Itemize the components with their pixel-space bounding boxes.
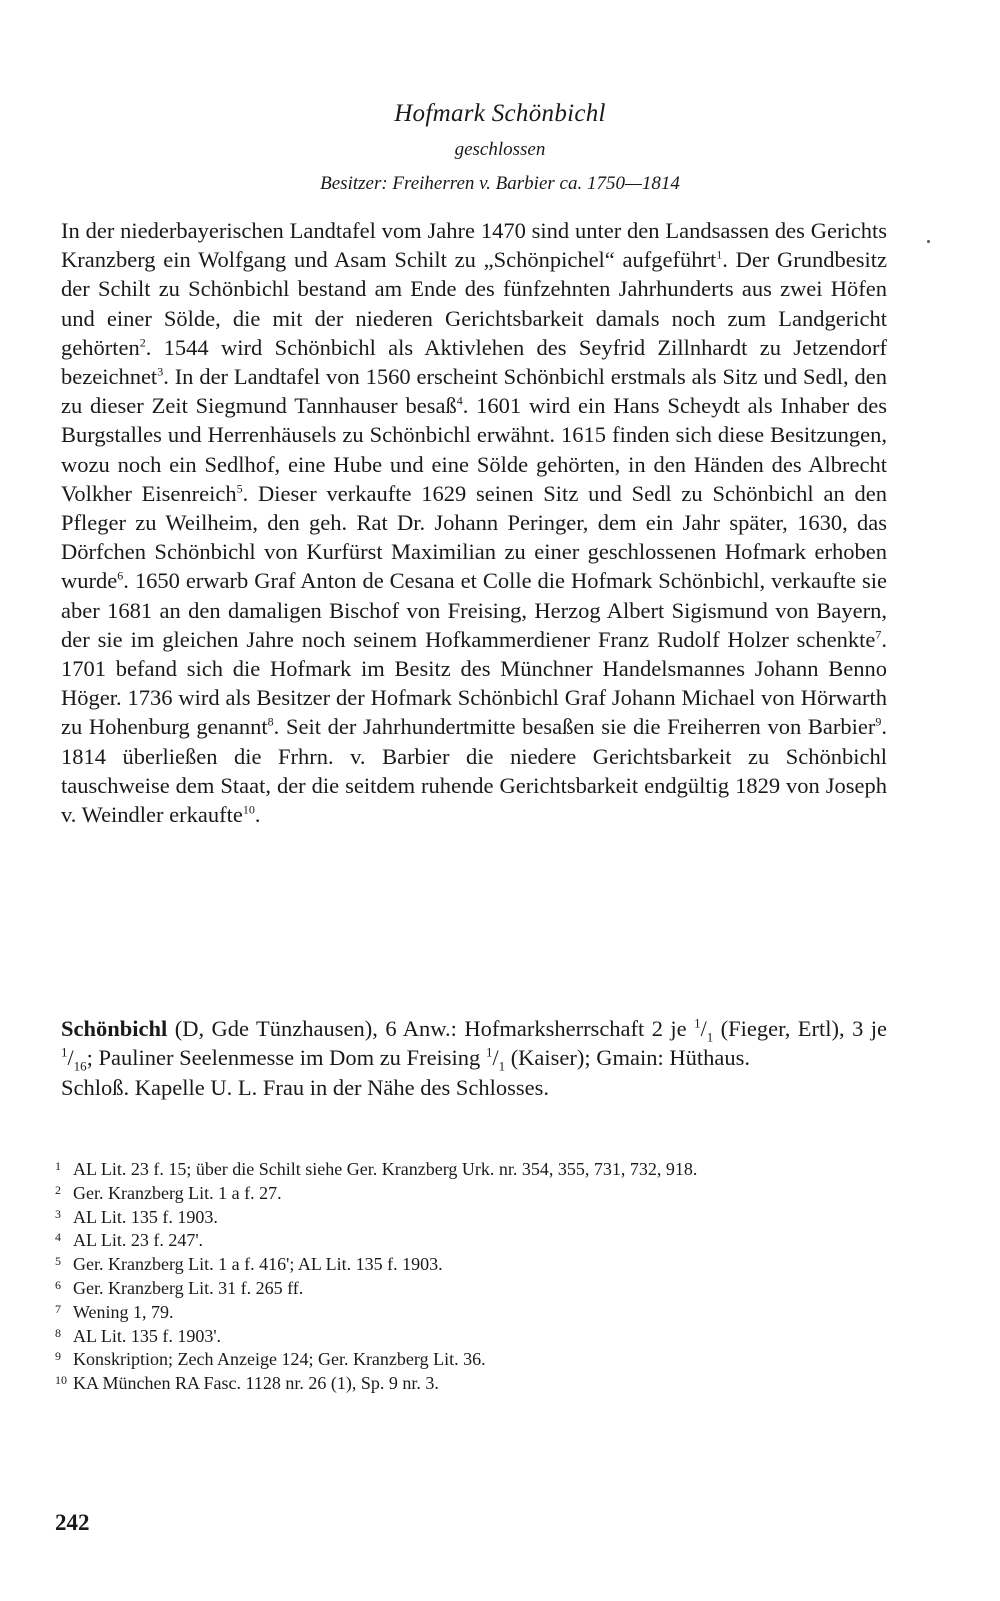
fraction-denominator: 16 [73,1058,87,1074]
footnote-number: 4 [55,1230,61,1245]
footnote-text: KA München RA Fasc. 1128 nr. 26 (1), Sp. 9 nr. 3. [73,1373,439,1394]
footnote [55,1229,895,1253]
footnote [55,1253,895,1277]
footnote-number: 9 [55,1349,61,1364]
text-run: In der niederbayerischen Landtafel vom Jahre 1470 sind unter den Landsassen des Gerichts Kranzberg ein Wolfgang und Asam Schilt zu „Schönpichel“ aufgeführt [61,218,887,273]
footnote [55,1372,895,1396]
footnote-ref: 5 [236,481,243,496]
place-entry [61,1014,887,1102]
footnote [55,1277,895,1301]
footnote-number: 2 [55,1182,61,1197]
text-run: . [254,802,261,828]
footnote-ref: 7 [875,627,882,642]
fraction-numerator: 1 [61,1045,68,1061]
footnotes [55,1158,895,1396]
entry-name: Schönbichl [61,1016,168,1041]
footnote-number: 5 [55,1254,61,1269]
text-run: (D, Gde Tünzhausen), 6 Anw.: Hofmarksherrschaft 2 je [167,1016,695,1041]
fraction-numerator: 1 [694,1015,701,1031]
footnote-number: 10 [55,1373,67,1388]
fraction-numerator: 1 [485,1045,493,1061]
page-title: Hofmark Schönbichl [394,100,606,127]
footnote-ref: 6 [117,568,124,583]
fraction-denominator: 1 [706,1029,714,1045]
fraction-denominator: 1 [498,1058,506,1074]
page-subtitle: geschlossen [454,139,546,160]
footnote-ref: 3 [157,364,164,379]
text-run: . 1601 wird ein Hans Scheydt als Inhaber des Burgstalles und Herrenhäusels zu Schönbichl erwähnt. 1615 finden sich diese Besitzungen, wozu noch ein Sedlhof, eine Hube und eine Sölde gehörten, in den Händen des Albrecht Volkher Eisenreich [61,393,887,506]
footnote [55,1158,895,1182]
footnote-number: 1 [55,1159,61,1173]
footnote-text: AL Lit. 135 f. 1903. [73,1206,218,1227]
footnote-text: Ger. Kranzberg Lit. 31 f. 265 ff. [73,1277,304,1298]
text-run: . In der Landtafel von 1560 erscheint Schönbichl erstmals als Sitz und Sedl, den zu dieser Zeit Siegmund Tannhauser besaß [61,364,887,419]
footnote [55,1182,895,1206]
text-run: . 1701 befand sich die Hofmark im Besitz des Münchner Handelsmannes Johann Benno Höger. 1736 wird als Besitzer der Hofmark Schönbichl Graf Johann Michael von Hörwarth zu Hohenburg genannt [61,626,887,740]
footnote-text: AL Lit. 135 f. 1903'. [73,1325,222,1346]
fraction: $^1/_1$ [485,1045,506,1074]
footnote-number: 6 [55,1277,61,1292]
text-run: . 1650 erwarb Graf Anton de Cesana et Colle die Hofmark Schönbichl, verkaufte sie aber 1681 an den damaligen Bischof von Freising, Herzog Albert Sigismund von Bayern, der sie im gleichen Jahre noch seinem Hofkammerdiener Franz Rudolf Holzer schenkte [61,568,887,652]
paragraph [61,216,887,829]
text-run: . Der Grundbesitz der Schilt zu Schönbichl bestand am Ende des fünfzehnten Jahrhunderts aus zwei Höfen und einer Sölde, die mit der niederen Gerichtsbarkeit damals noch zum Landgericht gehörten [61,247,887,360]
entry-line [61,1014,887,1073]
margin-dot [927,240,930,243]
footnote-number: 8 [55,1325,61,1340]
text-run: (Kaiser); Gmain: Hüthaus. [505,1045,751,1071]
footnote-ref: 1 [716,247,723,262]
section-header [0,98,1000,198]
text-run: . Seit der Jahrhundertmitte besaßen sie die Freiherren von Barbier [273,714,876,740]
footnote-ref: 2 [139,335,146,350]
main-paragraph [61,216,887,829]
fraction: $^1/_1$ [694,1015,714,1045]
text-run: (Fieger, Ertl), 3 je [713,1016,888,1041]
footnote-ref: 9 [875,714,882,729]
footnote-text: AL Lit. 23 f. 15; über die Schilt siehe Ger. Kranzberg Urk. nr. 354, 355, 731, 732, 918. [73,1159,698,1179]
owner-line: Besitzer: Freiherren v. Barbier ca. 1750—1814 [320,173,680,194]
footnote [55,1348,895,1372]
footnote-text: AL Lit. 23 f. 247'. [73,1230,204,1251]
text-run: ; Pauliner Seelenmesse im Dom zu Freising [86,1045,486,1071]
footnote-ref: 8 [267,714,274,729]
footnote-ref: 10 [242,802,255,817]
footnote [55,1206,895,1230]
page-number: 242 [55,1510,90,1535]
text-run: . 1814 überließen die Frhrn. v. Barbier die niedere Gerichtsbarkeit zu Schönbichl tauschweise dem Staat, der die seitdem ruhende Gerichtsbarkeit endgültig 1829 von Joseph v. Weindler erkaufte [61,714,887,828]
footnote-ref: 4 [456,393,463,408]
footnote [55,1301,895,1325]
text-run: . Dieser verkaufte 1629 seinen Sitz und Sedl zu Schönbichl an den Pfleger zu Weilheim, den geh. Rat Dr. Johann Peringer, dem ein Jahr später, 1630, das Dörfchen Schönbichl von Kurfürst Maximilian zu einer geschlossenen Hofmark erhoben wurde [61,480,887,594]
entry-extra: Schloß. Kapelle U. L. Frau in der Nähe des Schlosses. [61,1074,550,1100]
text-run: . 1544 wird Schönbichl als Aktivlehen des Seyfrid Zillnhardt zu Jetzendorf bezeichnet [61,334,887,390]
fraction: $^1/_{16}$ [61,1045,87,1074]
footnote-text: Ger. Kranzberg Lit. 1 a f. 416'; AL Lit. 135 f. 1903. [73,1254,443,1275]
footnote-text: Konskription; Zech Anzeige 124; Ger. Kranzberg Lit. 36. [73,1349,486,1370]
footnote [55,1325,895,1349]
footnote-text: Wening 1, 79. [73,1301,174,1322]
footnote-number: 7 [55,1301,61,1316]
footnote-number: 3 [55,1206,61,1221]
footnote-text: Ger. Kranzberg Lit. 1 a f. 27. [73,1182,282,1203]
